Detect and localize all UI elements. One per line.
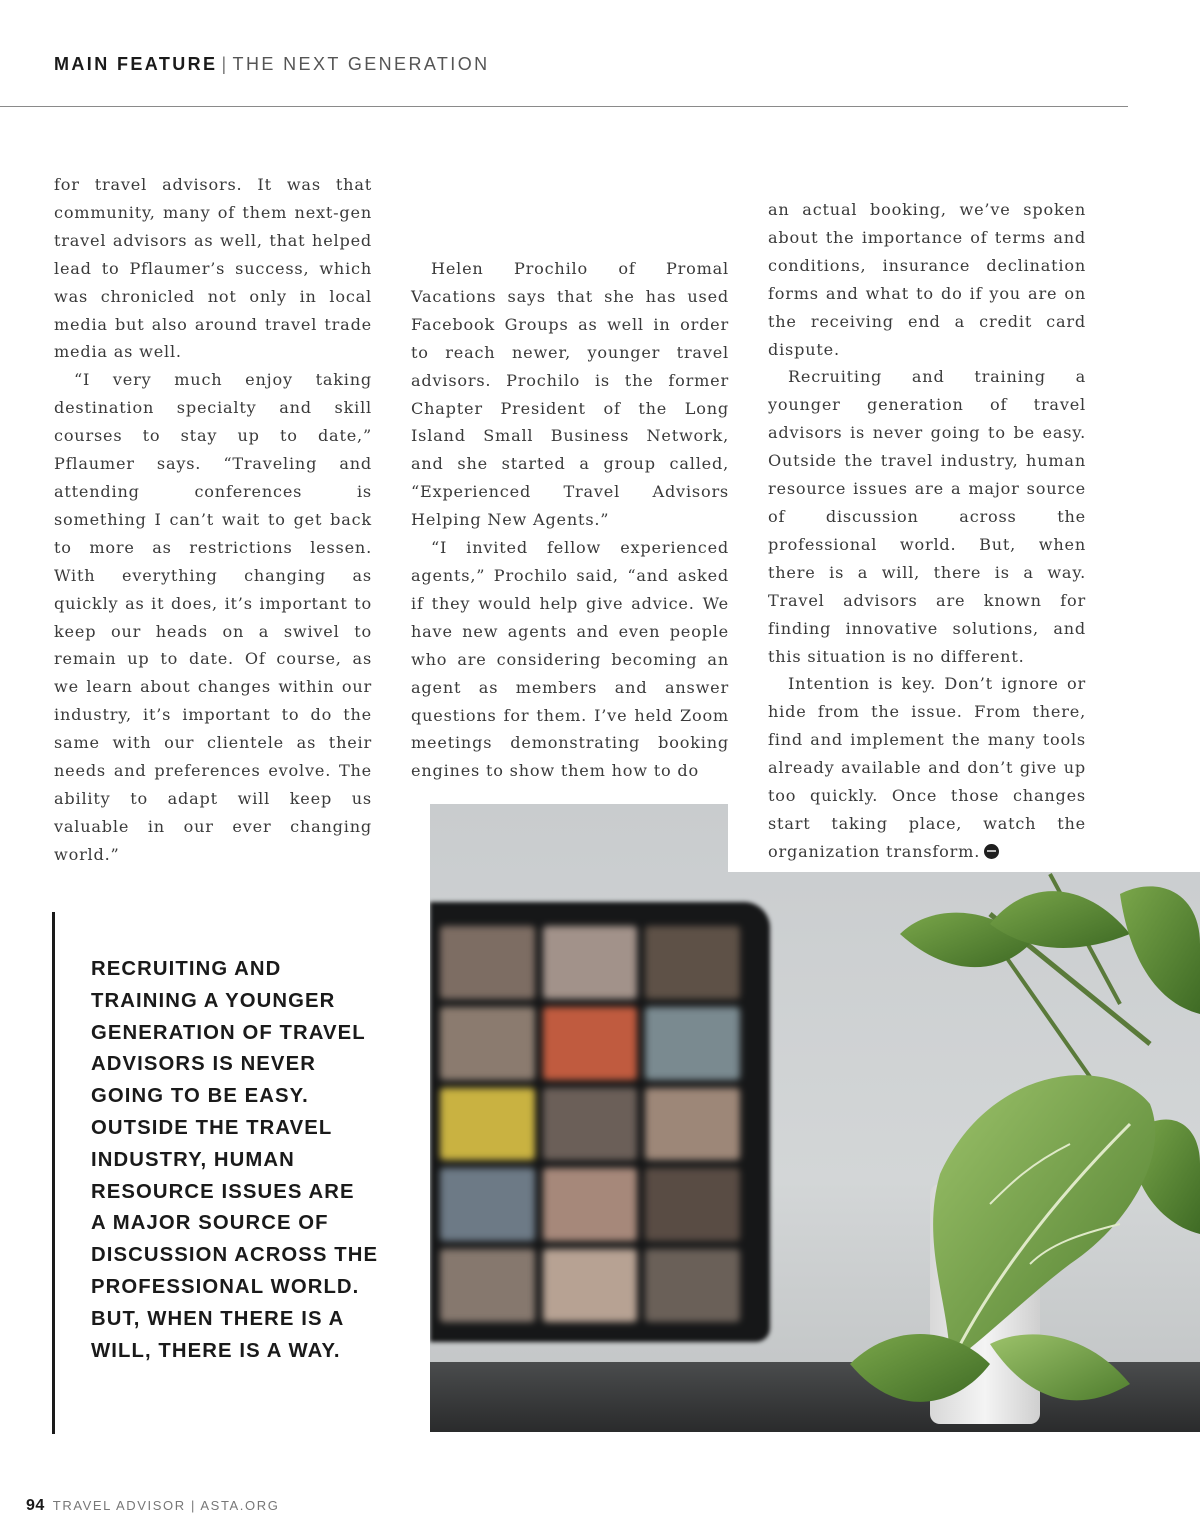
- pull-quote-bar: [52, 912, 55, 1434]
- paragraph: “I very much enjoy taking destination specialty and skill courses to stay up to date,” Pflaumer says. “Traveling and attending conferences is something I can’t wait to get back to more as restrictions lessen. With everything changing as quickly as it does, it’s important to keep our heads on a swivel to remain up to date. Of course, as we learn about changes within our industry, it’s important to do the same with our clientele as their needs and preferences evolve. The ability to adapt will keep us valuable in our ever changing world.”: [54, 370, 372, 864]
- paragraph: “I invited fellow experienced agents,” Prochilo said, “and asked if they would help give advice. We have new agents and even people who are considering becoming an agent as members and answer questions for them. I’ve held Zoom meetings demonstrating booking engines to show them how to do: [411, 538, 729, 781]
- article-photo: [430, 804, 1200, 1432]
- subsection-title: THE NEXT GENERATION: [232, 54, 490, 74]
- paragraph: Helen Prochilo of Promal Vacations says that she has used Facebook Groups as well in order to reach newer, younger travel advisors. Prochilo is the former Chapter President of the Long Island Small Business Network, and she started a group called, “Experienced Travel Advisors Helping New Agents.”: [411, 259, 729, 530]
- plant-leaves: [430, 804, 1200, 1432]
- paragraph: for travel advisors. It was that community, many of them next-gen travel advisors as well, that helped lead to Pflaumer’s success, which was chronicled not only in local media but also around travel trade media as well.: [54, 175, 372, 362]
- article-column-1: [54, 171, 372, 869]
- publication-name: TRAVEL ADVISOR | ASTA.ORG: [52, 1498, 280, 1513]
- page-header: [54, 54, 490, 75]
- final-text: Intention is key. Don’t ignore or hide from the issue. From there, find and implement the many tools already available and don’t give up too quickly. Once those changes start taking place, watch the organization transform.: [768, 674, 1086, 861]
- section-title: MAIN FEATURE: [54, 54, 218, 74]
- page-number: 94: [26, 1497, 45, 1514]
- page-footer: [26, 1497, 279, 1515]
- paragraph-final: [768, 670, 1086, 865]
- paragraph: an actual booking, we’ve spoken about the importance of terms and conditions, insurance declination forms and what to do if you are on the receiving end a credit card dispute.: [768, 200, 1086, 359]
- header-rule: [0, 106, 1128, 107]
- paragraph: Recruiting and training a younger generation of travel advisors is never going to be easy. Outside the travel industry, human resource issues are a major source of discussion across the professional world. But, when there is a will, there is a way. Travel advisors are known for finding innovative solutions, and this situation is no different.: [768, 367, 1086, 666]
- article-column-2: [411, 255, 729, 785]
- article-column-3: [768, 196, 1086, 866]
- pull-quote: RECRUITING AND TRAINING A YOUNGER GENERATION OF TRAVEL ADVISORS IS NEVER GOING TO BE EASY. OUTSIDE THE TRAVEL INDUSTRY, HUMAN RESOURCE ISSUES ARE A MAJOR SOURCE OF DISCUSSION ACROSS THE PROFESSIONAL WORLD. BUT, WHEN THERE IS A WILL, THERE IS A WAY.: [91, 958, 379, 1362]
- end-mark-icon: [984, 844, 999, 859]
- header-separator: |: [221, 54, 229, 74]
